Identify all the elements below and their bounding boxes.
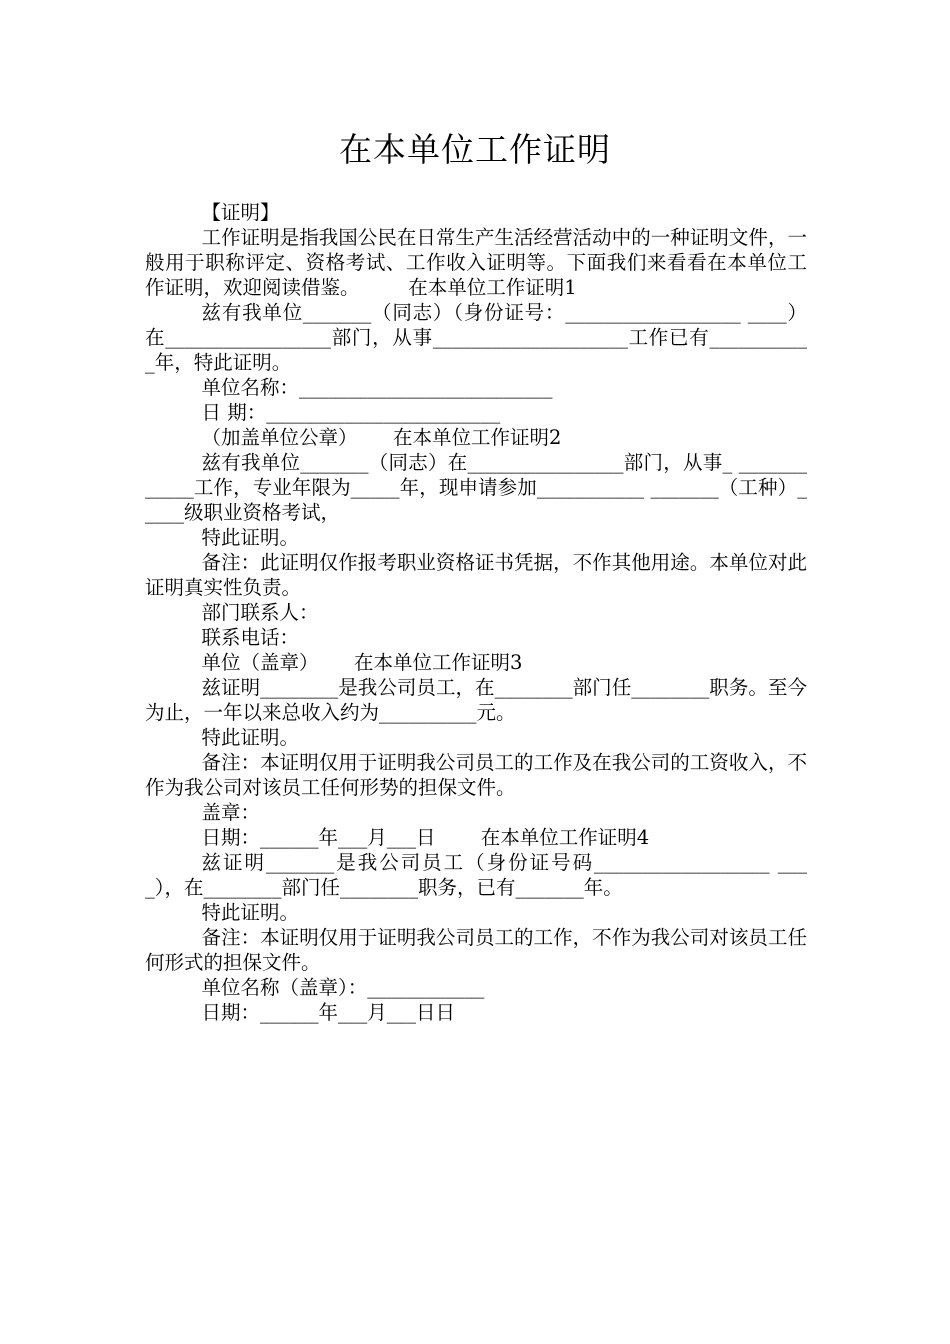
certificate-3-body: 兹证明________是我公司员工，在________部门任________职务。至今为止，一年以来总收入约为__________元。 (145, 676, 807, 724)
certificate-4-unit-name: 单位名称（盖章）：____________ (201, 976, 485, 999)
document-body (145, 200, 807, 1025)
certificate-4-note: 备注：本证明仅用于证明我公司员工的工作，不作为我公司对该员工任何形式的担保文件。 (145, 926, 807, 974)
certificate-2-seal-line: 单位（盖章） 在本单位工作证明3 (201, 651, 523, 674)
certificate-4-closing: 特此证明。 (201, 901, 300, 924)
certificate-4-date: 日期：______年___月___日日 (201, 1001, 456, 1024)
certificate-2-closing: 特此证明。 (201, 526, 300, 549)
certificate-3-date-line: 日期：______年___月___日 在本单位工作证明4 (201, 826, 650, 849)
certificate-2-note: 备注：此证明仅作报考职业资格证书凭据，不作其他用途。本单位对此证明真实性负责。 (145, 551, 807, 599)
certificate-1-date: 日 期：________________________ (201, 401, 501, 424)
certificate-3-seal: 盖章： (201, 801, 261, 824)
intro-paragraph: 工作证明是指我国公民在日常生产生活经营活动中的一种证明文件，一般用于职称评定、资格考试、工作收入证明等。下面我们来看看在本单位工作证明，欢迎阅读借鉴。 在本单位工作证明1 (145, 226, 807, 299)
certificate-1-body: 兹有我单位_______（同志）（身份证号：__________________ ____）在_________________部门，从事____________________工作已有___________年，特此证明。 (145, 301, 807, 374)
certificate-1-seal-line: （加盖单位公章） 在本单位工作证明2 (201, 426, 562, 449)
certificate-3-note: 备注：本证明仅用于证明我公司员工的工作及在我公司的工资收入，不作为我公司对该员工任何形势的担保文件。 (145, 751, 807, 799)
certificate-1-unit-name: 单位名称：__________________________ (201, 376, 553, 399)
section-label: 【证明】 (201, 201, 280, 224)
certificate-2-body: 兹有我单位_______（同志）在________________部门，从事_ ____________工作，专业年限为_____年，现申请参加___________ _______（工种）_____级职业资格考试， (145, 451, 807, 524)
certificate-2-contact-person: 部门联系人： (201, 601, 319, 624)
certificate-3-closing: 特此证明。 (201, 726, 300, 749)
certificate-2-contact-phone: 联系电话： (201, 626, 300, 649)
page-title: 在本单位工作证明 (339, 130, 611, 169)
certificate-4-body: 兹证明_______是我公司员工（身份证号码__________________ ____），在________部门任________职务，已有_______年。 (145, 851, 807, 899)
